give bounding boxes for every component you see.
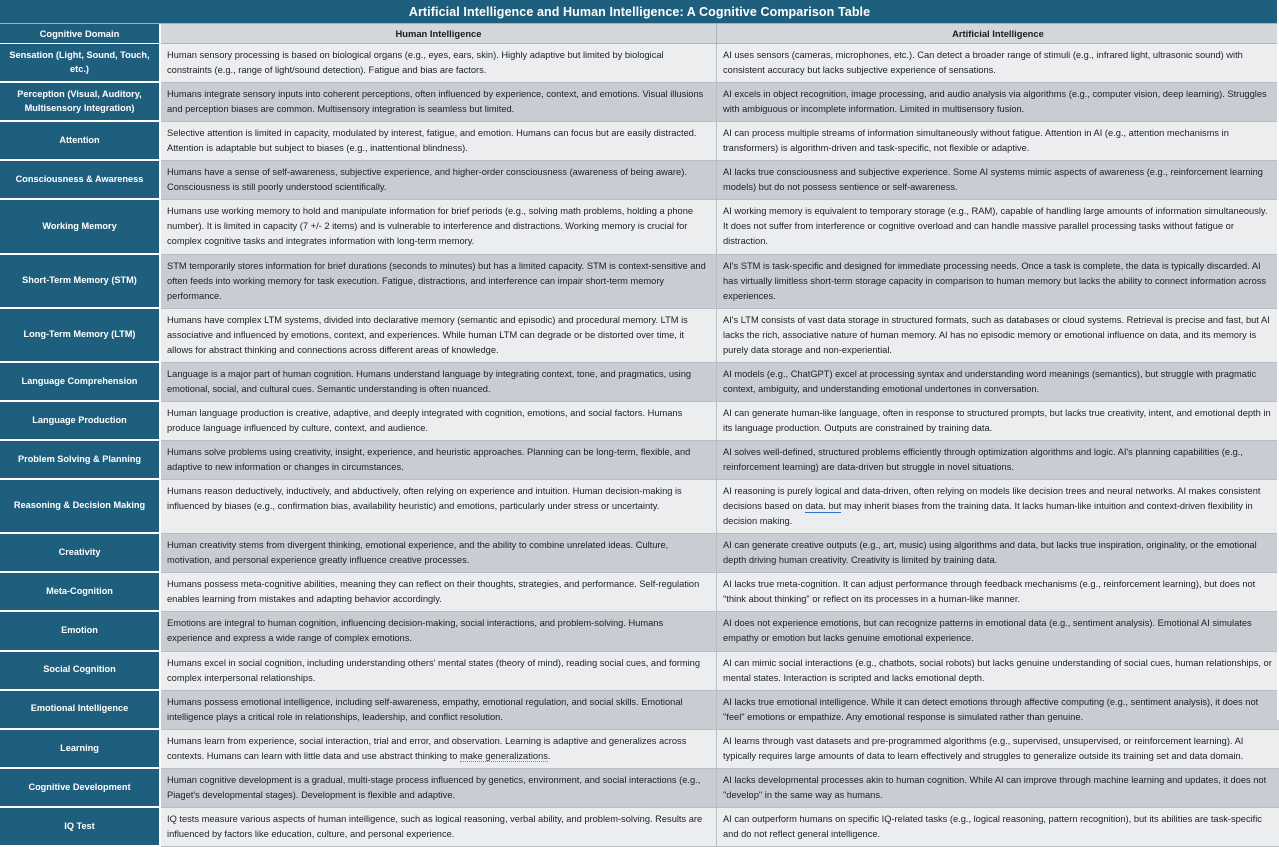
cell-cognitive-domain: Short-Term Memory (STM): [0, 255, 161, 309]
table-body: [0, 44, 1279, 847]
table-row: [0, 309, 1279, 363]
cell-human-intelligence: Humans have complex LTM systems, divided into declarative memory (semantic and episodic) and procedural memory. LTM is associative and influenced by emotions, context, and experiences. While human LTM can degrade or be distorted over time, it allows for abstract thinking and connections across different areas of knowledge.: [161, 309, 717, 363]
cell-artificial-intelligence: AI can process multiple streams of information simultaneously without fatigue. Attention in AI (e.g., attention mechanisms in transformers) is algorithm-driven and task-specific, not flexible or adaptive.: [717, 122, 1279, 161]
table-row: [0, 255, 1279, 309]
table-row: [0, 573, 1279, 612]
cell-cognitive-domain: Sensation (Light, Sound, Touch, etc.): [0, 44, 161, 83]
cell-artificial-intelligence: AI can mimic social interactions (e.g., chatbots, social robots) but lacks genuine understanding of social cues, human relationships, or mental states. Interaction is scripted and lacks emotional depth.: [717, 652, 1279, 691]
cell-artificial-intelligence: AI uses sensors (cameras, microphones, etc.). Can detect a broader range of stimuli (e.g., infrared light, ultrasonic sound) with consistent accuracy but lacks subjective experience of sensations.: [717, 44, 1279, 83]
cell-human-intelligence: Humans possess meta-cognitive abilities, meaning they can reflect on their thoughts, strategies, and performance. Self-regulation enables learning from mistakes and adapting behavior accordingly.: [161, 573, 717, 612]
cell-human-intelligence: Emotions are integral to human cognition, influencing decision-making, social interactions, and problem-solving. Humans experience and express a wide range of complex emotions.: [161, 612, 717, 651]
cell-artificial-intelligence: AI does not experience emotions, but can recognize patterns in emotional data (e.g., sentiment analysis). Emotional AI simulates empathy or emotion but lacks genuine emotional experience.: [717, 612, 1279, 651]
cell-human-intelligence: Human cognitive development is a gradual, multi-stage process influenced by genetics, environment, and social interactions (e.g., Piaget's developmental stages). Development is flexible and adaptive.: [161, 769, 717, 808]
table-row: [0, 200, 1279, 254]
cell-cognitive-domain: Emotional Intelligence: [0, 691, 161, 730]
cell-cognitive-domain: Language Comprehension: [0, 363, 161, 402]
table-row: [0, 44, 1279, 83]
cognitive-comparison-table: [0, 24, 1279, 847]
column-header-domain: Cognitive Domain: [0, 24, 161, 44]
cell-human-intelligence: Humans have a sense of self-awareness, subjective experience, and higher-order consciousness (awareness of being aware). Consciousness is still poorly understood scientifically.: [161, 161, 717, 200]
cell-human-intelligence: Human sensory processing is based on biological organs (e.g., eyes, ears, skin). Highly adaptive but limited by biological constraints (e.g., range of light/sound detection). Fatigue and bias are factors.: [161, 44, 717, 83]
cell-cognitive-domain: Cognitive Development: [0, 769, 161, 808]
cell-cognitive-domain: Meta-Cognition: [0, 573, 161, 612]
cell-human-intelligence: Humans integrate sensory inputs into coherent perceptions, often influenced by experience, context, and emotions. Visual illusions and perception biases are common. Multisensory integration is seamless but limited.: [161, 83, 717, 122]
cell-cognitive-domain: Long-Term Memory (LTM): [0, 309, 161, 363]
table-row: [0, 402, 1279, 441]
table-row: [0, 691, 1279, 730]
cell-artificial-intelligence: AI lacks developmental processes akin to human cognition. While AI can improve through machine learning and updates, it does not "develop" in the same way as humans.: [717, 769, 1279, 808]
cell-artificial-intelligence: [717, 480, 1279, 534]
cell-artificial-intelligence: AI excels in object recognition, image processing, and audio analysis via algorithms (e.g., computer vision, deep learning). Struggles with ambiguous or incomplete information. Limited in multisensory fusion.: [717, 83, 1279, 122]
cell-human-intelligence: Humans possess emotional intelligence, including self-awareness, empathy, emotional regulation, and social skills. Emotional intelligence plays a critical role in relationships, leadership, and conflict resolution.: [161, 691, 717, 730]
text-run: AI reasoning is purely logical and data-driven, often relying on models like decision trees and neural networks. AI makes consistent decisions based on: [723, 486, 1261, 512]
cell-human-intelligence: Selective attention is limited in capacity, modulated by interest, fatigue, and emotion. Humans can focus but are easily distracted. Attention is adaptable but subject to biases (e.g., inattentional blindness).: [161, 122, 717, 161]
table-row: [0, 161, 1279, 200]
cell-human-intelligence: Human creativity stems from divergent thinking, emotional experience, and the ability to combine unrelated ideas. Culture, motivation, and personal experience greatly influence creative processes.: [161, 534, 717, 573]
table-row: [0, 612, 1279, 651]
cell-artificial-intelligence: AI's STM is task-specific and designed for immediate processing needs. Once a task is complete, the data is typically discarded. AI has virtually limitless short-term storage capacity in comparison to human memory but lacks the ability to connect information across experiences.: [717, 255, 1279, 309]
cell-cognitive-domain: Emotion: [0, 612, 161, 651]
table-row: [0, 480, 1279, 534]
cell-cognitive-domain: Learning: [0, 730, 161, 769]
table-row: [0, 363, 1279, 402]
cell-cognitive-domain: Reasoning & Decision Making: [0, 480, 161, 534]
cell-cognitive-domain: Perception (Visual, Auditory, Multisensory Integration): [0, 83, 161, 122]
cell-cognitive-domain: Consciousness & Awareness: [0, 161, 161, 200]
cell-human-intelligence: Language is a major part of human cognition. Humans understand language by integrating context, tone, and pragmatics, using emotional, social, and cultural cues. Semantic understanding is often nuanced.: [161, 363, 717, 402]
cell-artificial-intelligence: AI can generate creative outputs (e.g., art, music) using algorithms and data, but lacks true inspiration, originality, or the emotional depth driving human creativity. Creativity is limited by training data.: [717, 534, 1279, 573]
cell-cognitive-domain: Social Cognition: [0, 652, 161, 691]
text-run: .: [547, 750, 551, 761]
table-row: [0, 769, 1279, 808]
table-row: [0, 83, 1279, 122]
cell-artificial-intelligence: AI models (e.g., ChatGPT) excel at processing syntax and understanding word meanings (semantics), but struggle with pragmatic context, ambiguity, and understanding emotional undertones in conversation.: [717, 363, 1279, 402]
cell-cognitive-domain: Working Memory: [0, 200, 161, 254]
cell-cognitive-domain: IQ Test: [0, 808, 161, 847]
table-header: [0, 24, 1279, 44]
cell-artificial-intelligence: AI can generate human-like language, often in response to structured prompts, but lacks true creativity, intent, and emotional depth in its language production. Outputs are constrained by training data.: [717, 402, 1279, 441]
cell-human-intelligence: [161, 730, 717, 769]
cell-artificial-intelligence: AI lacks true consciousness and subjective experience. Some AI systems mimic aspects of awareness (e.g., reinforcement learning models) but do not possess sentience or self-awareness.: [717, 161, 1279, 200]
cell-human-intelligence: IQ tests measure various aspects of human intelligence, such as logical reasoning, verbal ability, and problem-solving. Results are influenced by factors like education, culture, and personal experience.: [161, 808, 717, 847]
cell-artificial-intelligence: AI learns through vast datasets and pre-programmed algorithms (e.g., supervised, unsupervised, or reinforcement learning). AI typically requires large amounts of data to learn effectively and struggles to generalize outside its training set and data domain.: [717, 730, 1279, 769]
cell-human-intelligence: Human language production is creative, adaptive, and deeply integrated with cognition, emotions, and social factors. Humans produce language influenced by culture, context, and audience.: [161, 402, 717, 441]
table-row: [0, 808, 1279, 847]
cell-artificial-intelligence: AI lacks true meta-cognition. It can adjust performance through feedback mechanisms (e.g., reinforcement learning), but does not "think about thinking" or reflect on its processes in a human-like manner.: [717, 573, 1279, 612]
text-run: Humans learn from experience, social interaction, trial and error, and observation. Learning is adaptive and generalizes across contexts. Humans can learn with little data and use abstract thinking to: [167, 735, 687, 761]
cell-artificial-intelligence: AI solves well-defined, structured problems efficiently through optimization algorithms and logic. AI's planning capabilities (e.g., reinforcement learning) are data-driven but struggle in novel situations.: [717, 441, 1279, 480]
style-suggestion-text[interactable]: make generalizations: [460, 750, 548, 761]
cell-artificial-intelligence: AI working memory is equivalent to temporary storage (e.g., RAM), capable of handling large amounts of information simultaneously. It does not suffer from interference or cognitive overload and can handle massive parallel processing tasks without fatigue or distraction.: [717, 200, 1279, 254]
page-title-band: [0, 0, 1279, 24]
cell-artificial-intelligence: AI's LTM consists of vast data storage in structured formats, such as databases or cloud systems. Retrieval is precise and fast, but AI lacks the rich, associative nature of human memory. AI has no episodic memory or emotional influence on data, and its memory is purely data storage and non-experiential.: [717, 309, 1279, 363]
table-row: [0, 730, 1279, 769]
cell-cognitive-domain: Attention: [0, 122, 161, 161]
cell-human-intelligence: Humans excel in social cognition, including understanding others' mental states (theory of mind), reading social cues, and forming complex interpersonal relationships.: [161, 652, 717, 691]
cell-cognitive-domain: Language Production: [0, 402, 161, 441]
text-run: may inherit biases from the training data. It lacks human-like intuition and context-driven flexibility in decision making.: [723, 501, 1253, 527]
cell-human-intelligence: Humans solve problems using creativity, insight, experience, and heuristic approaches. Planning can be long-term, flexible, and adaptive to new information or changes in circumstances.: [161, 441, 717, 480]
page-title: Artificial Intelligence and Human Intelligence: A Cognitive Comparison Table: [408, 4, 871, 19]
table-row: [0, 441, 1279, 480]
column-header-artificial-intelligence: Artificial Intelligence: [717, 24, 1279, 44]
grammar-suggestion-text[interactable]: data. but: [805, 501, 842, 512]
header-row: [0, 24, 1279, 44]
cell-human-intelligence: STM temporarily stores information for brief durations (seconds to minutes) but has a limited capacity. STM is context-sensitive and often feeds into working memory for task execution. Fatigue, distractions, and interference can impair short-term memory performance.: [161, 255, 717, 309]
cell-cognitive-domain: Creativity: [0, 534, 161, 573]
cell-human-intelligence: Humans use working memory to hold and manipulate information for brief periods (e.g., solving math problems, holding a phone number). It is limited in capacity (7 +/- 2 items) and is vulnerable to interference and distractions. Working memory is crucial for complex cognitive tasks and integrates information with long-term memory.: [161, 200, 717, 254]
cell-artificial-intelligence: AI lacks true emotional intelligence. While it can detect emotions through affective computing (e.g., sentiment analysis), it does not "feel" emotions or empathize. Any emotional response is simulated rather than genuine.: [717, 691, 1279, 730]
cell-human-intelligence: Humans reason deductively, inductively, and abductively, often relying on experience and intuition. Human decision-making is influenced by biases (e.g., confirmation bias, availability heuristic) and emotions, particularly under stress or uncertainty.: [161, 480, 717, 534]
table-row: [0, 652, 1279, 691]
cell-artificial-intelligence: AI can outperform humans on specific IQ-related tasks (e.g., logical reasoning, pattern recognition), but its abilities are task-specific and do not reflect general intelligence.: [717, 808, 1279, 847]
table-row: [0, 122, 1279, 161]
table-row: [0, 534, 1279, 573]
cell-cognitive-domain: Problem Solving & Planning: [0, 441, 161, 480]
column-header-human-intelligence: Human Intelligence: [161, 24, 717, 44]
